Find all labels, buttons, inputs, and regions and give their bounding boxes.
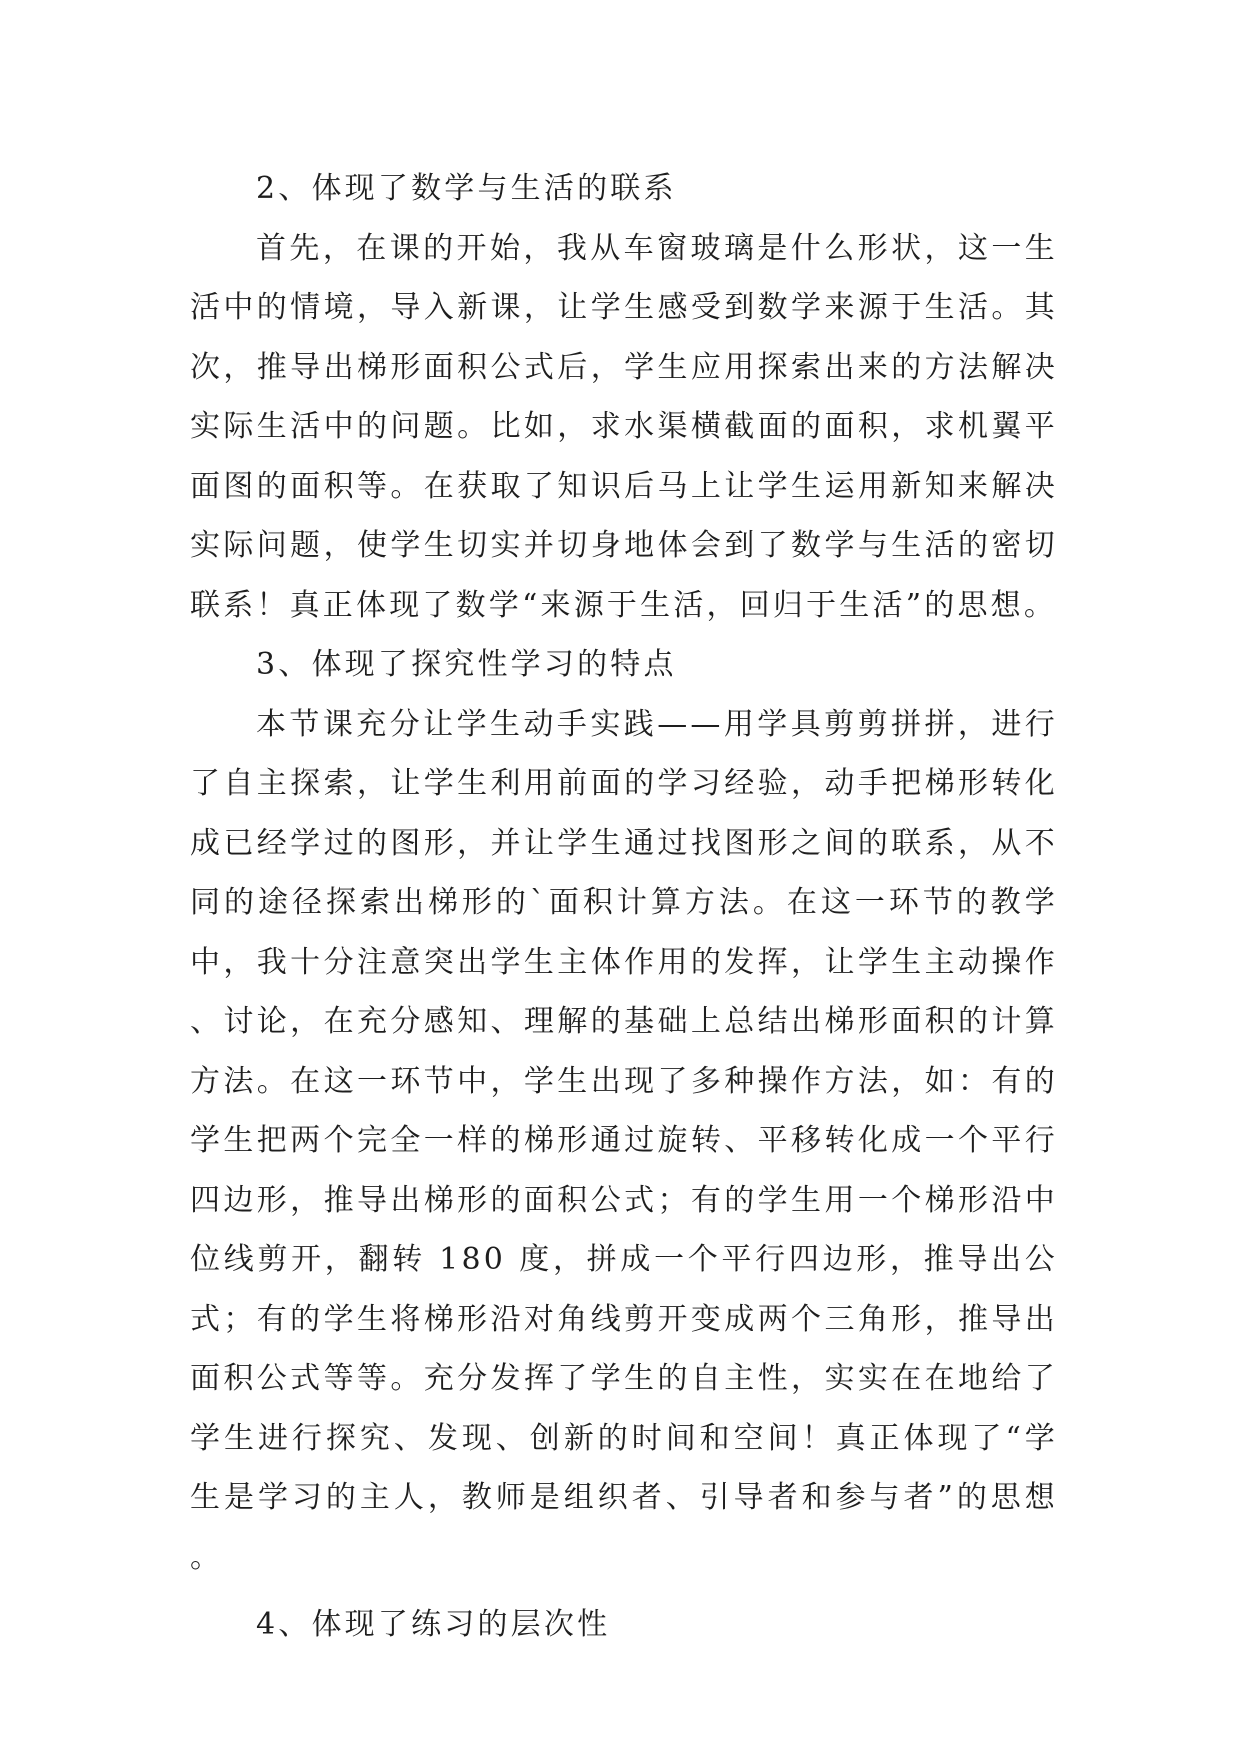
- section-heading-3: 3、体现了探究性学习的特点: [256, 647, 677, 682]
- paragraph-life-connection: 首先，在课的开始，我从车窗玻璃是什么形状，这一生活中的情境，导入新课，让学生感受到数学来源于生活。其次，推导出梯形面积公式后，学生应用探索出来的方法解决实际生活中的问题。比如，求水渠横截面的面积，求机翼平面图的面积等。在获取了知识后马上让学生运用新知来解决实际问题，使学生切实并切身地体会到了数学与生活的密切联系！真正体现了数学“来源于生活，回归于生活”的思想。: [190, 230, 1058, 623]
- paragraph-inquiry-learning: 本节课充分让学生动手实践——用学具剪剪拼拼，进行了自主探索，让学生利用前面的学习经验，动手把梯形转化成已经学过的图形，并让学生通过找图形之间的联系，从不同的途径探索出梯形的`面积计算方法。在这一环节的教学中，我十分注意突出学生主体作用的发挥，让学生主动操作、讨论，在充分感知、理解的基础上总结出梯形面积的计算方法。在这一环节中，学生出现了多种操作方法，如：有的学生把两个完全一样的梯形通过旋转、平移转化成一个平行四边形，推导出梯形的面积公式；有的学生用一个梯形沿中位线剪开，翻转 180 度，拼成一个平行四边形，推导出公式；有的学生将梯形沿对角线剪开变成两个三角形，推导出面积公式等等。充分发挥了学生的自主性，实实在在地给了学生进行探究、发现、创新的时间和空间！真正体现了“学生是学习的主人，教师是组织者、引导者和参与者”的思想。: [190, 706, 1058, 1575]
- document-body: [190, 159, 1058, 1655]
- section-heading-2: 2、体现了数学与生活的联系: [256, 171, 677, 206]
- section-heading-4: 4、体现了练习的层次性: [256, 1607, 611, 1642]
